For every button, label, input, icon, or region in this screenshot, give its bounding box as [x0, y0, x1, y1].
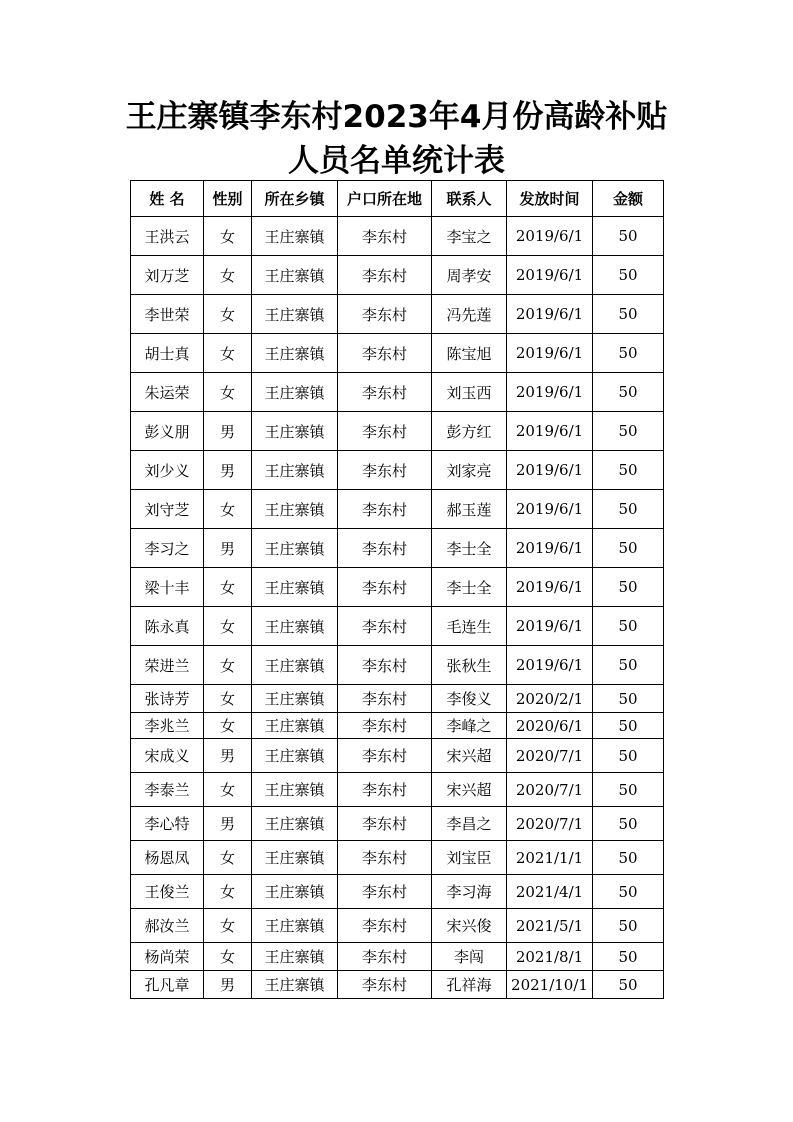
header-name: 姓 名 — [131, 181, 204, 217]
table-row — [131, 256, 664, 295]
cell-name: 梁十丰 — [131, 568, 204, 607]
cell-town: 王庄寨镇 — [252, 971, 338, 999]
table-row — [131, 373, 664, 412]
cell-name: 胡士真 — [131, 334, 204, 373]
cell-town: 王庄寨镇 — [252, 256, 338, 295]
cell-town: 王庄寨镇 — [252, 334, 338, 373]
cell-contact: 宋兴俊 — [432, 909, 507, 943]
cell-hukou: 李东村 — [338, 451, 432, 490]
cell-amount: 50 — [593, 773, 664, 807]
table-row — [131, 841, 664, 875]
cell-amount: 50 — [593, 875, 664, 909]
cell-gender: 男 — [204, 529, 252, 568]
cell-date: 2021/10/1 — [507, 971, 593, 999]
cell-town: 王庄寨镇 — [252, 909, 338, 943]
cell-amount: 50 — [593, 529, 664, 568]
cell-name: 李心特 — [131, 807, 204, 841]
cell-contact: 李俊义 — [432, 685, 507, 713]
table-row — [131, 875, 664, 909]
cell-hukou: 李东村 — [338, 607, 432, 646]
header-town: 所在乡镇 — [252, 181, 338, 217]
cell-name: 陈永真 — [131, 607, 204, 646]
table-row — [131, 568, 664, 607]
table-row — [131, 490, 664, 529]
cell-gender: 女 — [204, 334, 252, 373]
cell-town: 王庄寨镇 — [252, 943, 338, 971]
cell-gender: 女 — [204, 943, 252, 971]
cell-gender: 女 — [204, 909, 252, 943]
cell-town: 王庄寨镇 — [252, 295, 338, 334]
cell-amount: 50 — [593, 256, 664, 295]
cell-name: 刘守芝 — [131, 490, 204, 529]
header-amount: 金额 — [593, 181, 664, 217]
cell-amount: 50 — [593, 490, 664, 529]
cell-contact: 张秋生 — [432, 646, 507, 685]
cell-gender: 女 — [204, 646, 252, 685]
cell-name: 李泰兰 — [131, 773, 204, 807]
table-row — [131, 773, 664, 807]
cell-hukou: 李东村 — [338, 875, 432, 909]
subsidy-table — [130, 180, 664, 999]
cell-gender: 女 — [204, 607, 252, 646]
cell-amount: 50 — [593, 451, 664, 490]
table-row — [131, 713, 664, 739]
table-row — [131, 334, 664, 373]
cell-town: 王庄寨镇 — [252, 713, 338, 739]
cell-amount: 50 — [593, 909, 664, 943]
cell-gender: 男 — [204, 412, 252, 451]
cell-date: 2020/6/1 — [507, 713, 593, 739]
cell-name: 刘少义 — [131, 451, 204, 490]
cell-date: 2021/1/1 — [507, 841, 593, 875]
cell-contact: 宋兴超 — [432, 739, 507, 773]
cell-contact: 李峰之 — [432, 713, 507, 739]
cell-name: 宋成义 — [131, 739, 204, 773]
page-title-line1: 王庄寨镇李东村2023年4月份高龄补贴 — [125, 99, 668, 135]
cell-amount: 50 — [593, 295, 664, 334]
cell-name: 荣进兰 — [131, 646, 204, 685]
cell-town: 王庄寨镇 — [252, 607, 338, 646]
cell-contact: 李闯 — [432, 943, 507, 971]
cell-gender: 女 — [204, 841, 252, 875]
cell-hukou: 李东村 — [338, 773, 432, 807]
table-row — [131, 607, 664, 646]
cell-name: 杨尚荣 — [131, 943, 204, 971]
cell-town: 王庄寨镇 — [252, 373, 338, 412]
cell-date: 2019/6/1 — [507, 295, 593, 334]
cell-town: 王庄寨镇 — [252, 412, 338, 451]
cell-date: 2019/6/1 — [507, 217, 593, 256]
cell-contact: 刘宝臣 — [432, 841, 507, 875]
cell-hukou: 李东村 — [338, 971, 432, 999]
cell-hukou: 李东村 — [338, 739, 432, 773]
cell-amount: 50 — [593, 607, 664, 646]
cell-hukou: 李东村 — [338, 909, 432, 943]
cell-name: 张诗芳 — [131, 685, 204, 713]
cell-date: 2020/7/1 — [507, 773, 593, 807]
cell-name: 彭义朋 — [131, 412, 204, 451]
table-row — [131, 529, 664, 568]
cell-gender: 女 — [204, 568, 252, 607]
cell-amount: 50 — [593, 646, 664, 685]
table-row — [131, 943, 664, 971]
cell-hukou: 李东村 — [338, 529, 432, 568]
cell-date: 2020/7/1 — [507, 739, 593, 773]
cell-date: 2021/8/1 — [507, 943, 593, 971]
cell-contact: 刘家亮 — [432, 451, 507, 490]
cell-town: 王庄寨镇 — [252, 739, 338, 773]
cell-date: 2019/6/1 — [507, 490, 593, 529]
cell-town: 王庄寨镇 — [252, 841, 338, 875]
cell-hukou: 李东村 — [338, 807, 432, 841]
cell-hukou: 李东村 — [338, 685, 432, 713]
table-row — [131, 217, 664, 256]
cell-gender: 男 — [204, 739, 252, 773]
cell-date: 2020/2/1 — [507, 685, 593, 713]
cell-town: 王庄寨镇 — [252, 875, 338, 909]
table-row — [131, 451, 664, 490]
cell-amount: 50 — [593, 568, 664, 607]
cell-name: 刘万芝 — [131, 256, 204, 295]
cell-name: 王洪云 — [131, 217, 204, 256]
cell-contact: 郝玉莲 — [432, 490, 507, 529]
cell-amount: 50 — [593, 739, 664, 773]
table-row — [131, 909, 664, 943]
cell-name: 李世荣 — [131, 295, 204, 334]
cell-town: 王庄寨镇 — [252, 451, 338, 490]
cell-gender: 女 — [204, 256, 252, 295]
cell-gender: 男 — [204, 971, 252, 999]
cell-amount: 50 — [593, 971, 664, 999]
cell-gender: 女 — [204, 773, 252, 807]
cell-date: 2019/6/1 — [507, 412, 593, 451]
cell-date: 2019/6/1 — [507, 646, 593, 685]
cell-date: 2019/6/1 — [507, 568, 593, 607]
cell-contact: 陈宝旭 — [432, 334, 507, 373]
table-header-row — [131, 181, 664, 217]
cell-hukou: 李东村 — [338, 334, 432, 373]
cell-contact: 宋兴超 — [432, 773, 507, 807]
cell-town: 王庄寨镇 — [252, 685, 338, 713]
page-title-line2: 人员名单统计表 — [288, 143, 505, 179]
cell-name: 朱运荣 — [131, 373, 204, 412]
cell-gender: 女 — [204, 713, 252, 739]
cell-name: 李习之 — [131, 529, 204, 568]
cell-town: 王庄寨镇 — [252, 568, 338, 607]
cell-hukou: 李东村 — [338, 568, 432, 607]
cell-name: 王俊兰 — [131, 875, 204, 909]
cell-contact: 彭方红 — [432, 412, 507, 451]
cell-hukou: 李东村 — [338, 295, 432, 334]
cell-contact: 冯先莲 — [432, 295, 507, 334]
cell-date: 2019/6/1 — [507, 451, 593, 490]
cell-contact: 李士全 — [432, 529, 507, 568]
cell-name: 杨恩凤 — [131, 841, 204, 875]
cell-hukou: 李东村 — [338, 217, 432, 256]
cell-town: 王庄寨镇 — [252, 529, 338, 568]
table-row — [131, 295, 664, 334]
cell-gender: 女 — [204, 295, 252, 334]
cell-gender: 女 — [204, 490, 252, 529]
cell-amount: 50 — [593, 685, 664, 713]
cell-date: 2019/6/1 — [507, 373, 593, 412]
cell-gender: 女 — [204, 875, 252, 909]
cell-town: 王庄寨镇 — [252, 646, 338, 685]
header-hukou: 户口所在地 — [338, 181, 432, 217]
cell-gender: 女 — [204, 217, 252, 256]
cell-town: 王庄寨镇 — [252, 217, 338, 256]
cell-date: 2019/6/1 — [507, 607, 593, 646]
table-row — [131, 807, 664, 841]
cell-gender: 女 — [204, 685, 252, 713]
cell-amount: 50 — [593, 841, 664, 875]
cell-contact: 周孝安 — [432, 256, 507, 295]
cell-hukou: 李东村 — [338, 943, 432, 971]
cell-hukou: 李东村 — [338, 841, 432, 875]
cell-amount: 50 — [593, 373, 664, 412]
cell-gender: 男 — [204, 451, 252, 490]
table-row — [131, 685, 664, 713]
cell-name: 孔凡章 — [131, 971, 204, 999]
cell-hukou: 李东村 — [338, 713, 432, 739]
cell-date: 2021/5/1 — [507, 909, 593, 943]
cell-date: 2019/6/1 — [507, 334, 593, 373]
header-contact: 联系人 — [432, 181, 507, 217]
table-row — [131, 412, 664, 451]
cell-amount: 50 — [593, 943, 664, 971]
cell-hukou: 李东村 — [338, 373, 432, 412]
cell-hukou: 李东村 — [338, 256, 432, 295]
cell-hukou: 李东村 — [338, 412, 432, 451]
cell-contact: 刘玉西 — [432, 373, 507, 412]
cell-gender: 男 — [204, 807, 252, 841]
cell-town: 王庄寨镇 — [252, 490, 338, 529]
table-row — [131, 971, 664, 999]
cell-contact: 李习海 — [432, 875, 507, 909]
cell-name: 郝汝兰 — [131, 909, 204, 943]
cell-contact: 李昌之 — [432, 807, 507, 841]
cell-date: 2019/6/1 — [507, 256, 593, 295]
cell-contact: 李士全 — [432, 568, 507, 607]
cell-date: 2021/4/1 — [507, 875, 593, 909]
header-date: 发放时间 — [507, 181, 593, 217]
cell-town: 王庄寨镇 — [252, 807, 338, 841]
cell-name: 李兆兰 — [131, 713, 204, 739]
cell-amount: 50 — [593, 412, 664, 451]
cell-contact: 孔祥海 — [432, 971, 507, 999]
cell-gender: 女 — [204, 373, 252, 412]
cell-date: 2020/7/1 — [507, 807, 593, 841]
cell-date: 2019/6/1 — [507, 529, 593, 568]
cell-contact: 李宝之 — [432, 217, 507, 256]
cell-amount: 50 — [593, 217, 664, 256]
cell-hukou: 李东村 — [338, 490, 432, 529]
cell-amount: 50 — [593, 807, 664, 841]
cell-amount: 50 — [593, 334, 664, 373]
cell-town: 王庄寨镇 — [252, 773, 338, 807]
cell-hukou: 李东村 — [338, 646, 432, 685]
header-gender: 性别 — [204, 181, 252, 217]
cell-amount: 50 — [593, 713, 664, 739]
cell-contact: 毛连生 — [432, 607, 507, 646]
table-row — [131, 739, 664, 773]
table-row — [131, 646, 664, 685]
